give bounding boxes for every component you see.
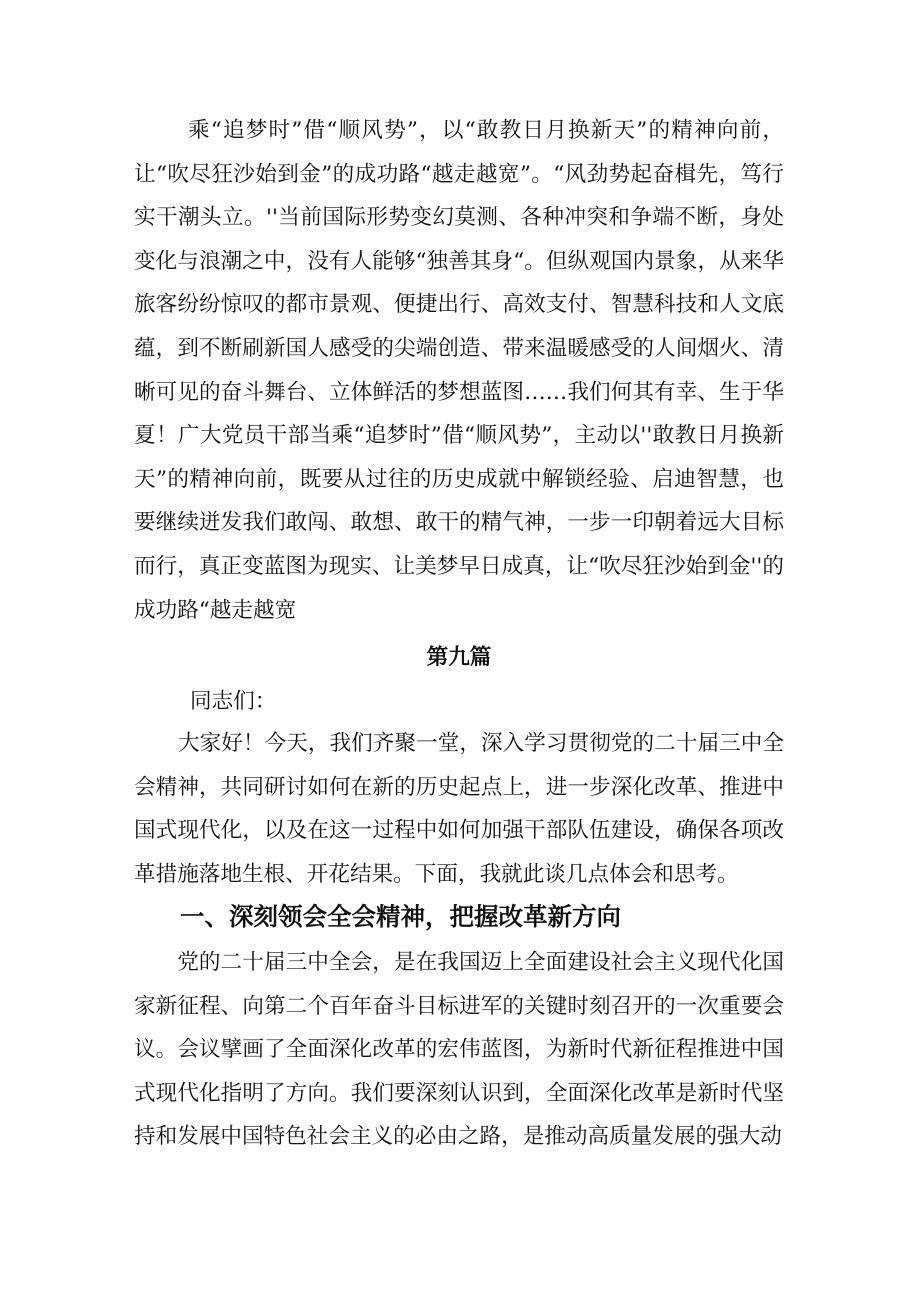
body-paragraph-1: 乘“追梦时”借“顺风势”，以“敢教日月换新天”的精神向前，让“吹尽狂沙始到金”的成功路“越走越宽”。“风劲势起奋楫先，笃行实干潮头立。''当前国际形势变幻莫测、各种冲突和争端不断，身处变化与浪潮之中，没有人能够“独善其身“。但纵观国内景象，从来华旅客纷纷惊叹的都市景观、便捷出行、高效支付、智慧科技和人文底蕴，到不断刷新国人感受的尖端创造、带来温暖感受的人间烟火、清晰可见的奋斗舞台、立体鲜活的梦想蓝图……我们何其有幸、生于华夏！广大党员干部当乘“追梦时”借“顺风势”，主动以''敢教日月换新天”的精神向前，既要从过往的历史成就中解锁经验、启迪智慧，也要继续迸发我们敢闯、敢想、敢干的精气神，一步一印朝着远大目标而行，真正变蓝图为现实、让美梦早日成真，让“吹尽狂沙始到金''的成功路“越走越宽 [134, 118, 784, 623]
greeting-line: 同志们： [190, 689, 277, 714]
section-heading-1: 一、深刻领会全会精神，把握改革新方向 [180, 902, 621, 931]
chapter-title: 第九篇 [426, 645, 492, 670]
body-paragraph-2: 大家好！今天，我们齐聚一堂，深入学习贯彻党的二十届三中全会精神，共同研讨如何在新的历史起点上，进一步深化改革、推进中国式现代化，以及在这一过程中如何加强干部队伍建设，确保各项改革措施落地生根、开花结果。下面，我就此谈几点体会和思考。 [134, 731, 784, 887]
body-paragraph-3: 党的二十届三中全会，是在我国迈上全面建设社会主义现代化国家新征程、向第二个百年奋斗目标进军的关键时刻召开的一次重要会议。会议擘画了全面深化改革的宏伟蓝图，为新时代新征程推进中国式现代化指明了方向。我们要深刻认识到，全面深化改革是新时代坚持和发展中国特色社会主义的必由之路，是推动高质量发展的强大动 [134, 950, 784, 1150]
